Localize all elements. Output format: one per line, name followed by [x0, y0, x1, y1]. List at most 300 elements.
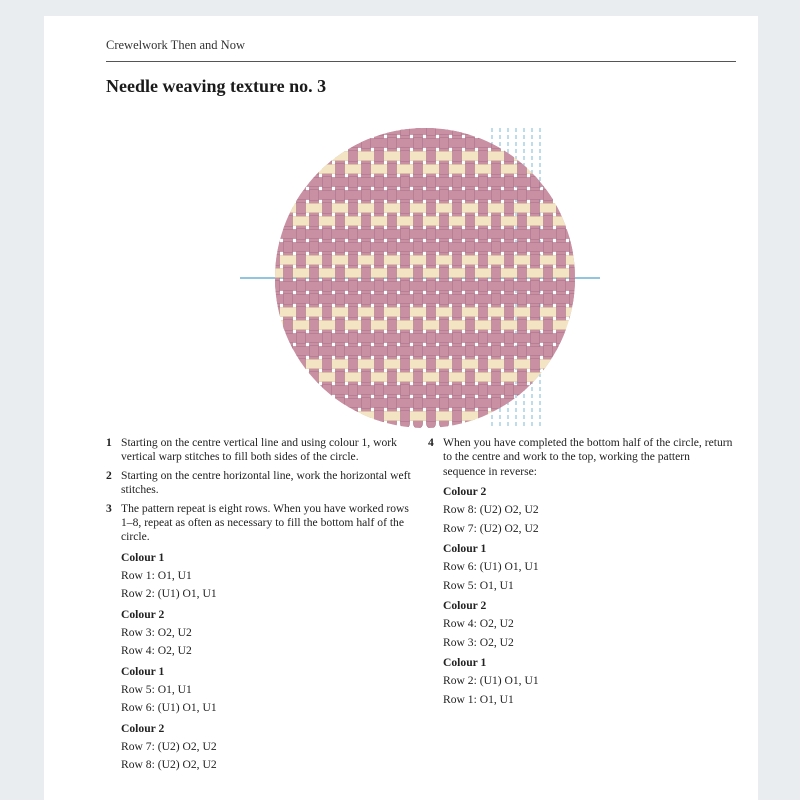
pattern-row: Row 8: (U2) O2, U2 [121, 758, 217, 772]
warp-over [388, 320, 397, 331]
warp-over [518, 138, 527, 149]
warp-over [544, 242, 553, 253]
warp-over [271, 229, 280, 240]
warp-over [375, 203, 384, 214]
warp-over [492, 294, 501, 305]
warp-over [518, 268, 527, 279]
warp-over [310, 268, 319, 279]
warp-over [388, 164, 397, 175]
warp-over [310, 372, 319, 383]
needle-weaving-circle [240, 128, 610, 428]
instruction-step [106, 469, 411, 498]
weft-stitch [240, 230, 610, 239]
warp-over [388, 346, 397, 357]
warp-over [440, 138, 449, 149]
warp-over [479, 203, 488, 214]
warp-over [349, 359, 358, 370]
warp-over [531, 255, 540, 266]
warp-over [557, 151, 566, 162]
colour-heading: Colour 1 [443, 542, 487, 556]
warp-over [453, 411, 462, 422]
warp-over [557, 307, 566, 318]
warp-over [505, 203, 514, 214]
warp-over [492, 372, 501, 383]
warp-over [336, 216, 345, 227]
warp-over [453, 333, 462, 344]
weft-stitch [240, 217, 610, 226]
warp-over [479, 151, 488, 162]
warp-over [466, 164, 475, 175]
warp-over [349, 203, 358, 214]
warp-over [570, 138, 579, 149]
warp-over [453, 203, 462, 214]
warp-over [531, 307, 540, 318]
weft-stitch [240, 256, 610, 265]
pattern-row: Row 1: O1, U1 [121, 568, 192, 582]
weft-stitch [240, 128, 610, 135]
warp-over [323, 203, 332, 214]
warp-over [557, 177, 566, 188]
warp-over [505, 229, 514, 240]
warp-over [388, 372, 397, 383]
weft-stitch [240, 243, 610, 252]
step-number: 2 [106, 468, 112, 482]
warp-over [531, 229, 540, 240]
warp-over [349, 307, 358, 318]
warp-over [518, 164, 527, 175]
colour-heading: Colour 2 [121, 607, 165, 621]
weft-stitch [240, 165, 610, 174]
warp-over [453, 128, 462, 136]
warp-over [453, 177, 462, 188]
warp-over [570, 190, 579, 201]
warp-over [336, 138, 345, 149]
warp-over [323, 151, 332, 162]
warp-over [492, 346, 501, 357]
warp-over [349, 177, 358, 188]
weft-stitch [240, 295, 610, 304]
warp-over [557, 229, 566, 240]
warp-over [427, 177, 436, 188]
warp-over [440, 216, 449, 227]
weft-stitch [240, 347, 610, 356]
pattern-row: Row 8: (U2) O2, U2 [443, 503, 539, 517]
step-text: When you have completed the bottom half of the circle, return to the centre and work to the top, working the pattern sequence in reverse: [443, 436, 733, 478]
weft-stitch [240, 282, 610, 291]
warp-over [466, 372, 475, 383]
warp-over [362, 294, 371, 305]
pattern-row: Row 1: O1, U1 [443, 692, 514, 706]
warp-over [479, 229, 488, 240]
warp-over [440, 268, 449, 279]
pattern-row: Row 5: O1, U1 [121, 682, 192, 696]
colour-heading: Colour 1 [121, 664, 165, 678]
colour-heading: Colour 2 [443, 485, 487, 499]
warp-over [310, 242, 319, 253]
warp-over [440, 164, 449, 175]
warp-over [427, 255, 436, 266]
warp-over [440, 346, 449, 357]
warp-over [466, 320, 475, 331]
warp-over [479, 385, 488, 396]
warp-over [349, 255, 358, 266]
weft-stitch [240, 386, 610, 395]
warp-over [284, 242, 293, 253]
warp-over [297, 203, 306, 214]
warp-over [531, 203, 540, 214]
warp-over [323, 281, 332, 292]
warp-over [492, 320, 501, 331]
warp-over [453, 229, 462, 240]
warp-over [557, 333, 566, 344]
warp-over [323, 229, 332, 240]
warp-over [297, 281, 306, 292]
warp-over [427, 229, 436, 240]
warp-over [388, 242, 397, 253]
step-number: 4 [428, 436, 434, 449]
instructions-right-column [428, 436, 733, 709]
warp-over [401, 177, 410, 188]
warp-over [505, 359, 514, 370]
warp-over [557, 255, 566, 266]
warp-over [271, 128, 280, 136]
step-text: The pattern repeat is eight rows. When you have worked rows 1–8, repeat as often as necessary to fill the bottom half of the circle. [121, 501, 409, 544]
step-text: Starting on the centre horizontal line, work the horizontal weft stitches. [121, 468, 411, 497]
warp-over [505, 128, 514, 136]
pattern-row: Row 2: (U1) O1, U1 [121, 587, 217, 601]
warp-stitch [557, 128, 566, 428]
warp-over [388, 398, 397, 409]
warp-over [505, 385, 514, 396]
warp-over [375, 411, 384, 422]
warp-over [310, 320, 319, 331]
warp-over [323, 255, 332, 266]
warp-over [375, 385, 384, 396]
warp-over [362, 190, 371, 201]
instructions-left-column [106, 436, 411, 775]
warp-over [544, 268, 553, 279]
pattern-row: Row 4: O2, U2 [443, 617, 514, 631]
pattern-row: Row 7: (U2) O2, U2 [121, 739, 217, 753]
warp-over [453, 151, 462, 162]
warp-over [271, 281, 280, 292]
warp-over [479, 307, 488, 318]
instruction-step [428, 436, 733, 479]
warp-over [414, 268, 423, 279]
warp-over [427, 307, 436, 318]
warp-over [271, 307, 280, 318]
warp-over [414, 346, 423, 357]
warp-over [518, 398, 527, 409]
warp-over [401, 203, 410, 214]
warp-over [375, 255, 384, 266]
warp-over [271, 333, 280, 344]
warp-over [557, 128, 566, 136]
warp-over [336, 190, 345, 201]
warp-over [570, 268, 579, 279]
warp-over [492, 190, 501, 201]
warp-over [414, 372, 423, 383]
warp-over [570, 398, 579, 409]
warp-over [427, 385, 436, 396]
warp-over [466, 398, 475, 409]
warp-over [427, 411, 436, 422]
colour-heading: Colour 1 [121, 550, 165, 564]
warp-over [414, 242, 423, 253]
warp-over [284, 190, 293, 201]
warp-over [349, 151, 358, 162]
warp-over [466, 138, 475, 149]
warp-over [440, 242, 449, 253]
warp-over [427, 359, 436, 370]
warp-over [401, 229, 410, 240]
warp-over [336, 294, 345, 305]
warp-over [492, 242, 501, 253]
warp-over [479, 281, 488, 292]
warp-over [505, 411, 514, 422]
warp-over [310, 138, 319, 149]
warp-over [375, 281, 384, 292]
page-title: Needle weaving texture no. 3 [106, 76, 327, 96]
warp-over [414, 294, 423, 305]
warp-over [271, 255, 280, 266]
warp-over [544, 190, 553, 201]
warp-over [297, 307, 306, 318]
warp-over [466, 216, 475, 227]
warp-over [544, 320, 553, 331]
warp-over [362, 346, 371, 357]
step-number: 3 [106, 501, 112, 515]
warp-over [427, 333, 436, 344]
running-head: Crewelwork Then and Now [106, 38, 245, 52]
warp-over [310, 190, 319, 201]
warp-over [297, 151, 306, 162]
warp-over [518, 190, 527, 201]
warp-over [297, 385, 306, 396]
weft-stitch [240, 204, 610, 213]
warp-over [570, 320, 579, 331]
warp-over [401, 359, 410, 370]
warp-stitch [297, 128, 306, 428]
warp-over [336, 320, 345, 331]
warp-over [310, 398, 319, 409]
warp-over [336, 346, 345, 357]
warp-over [271, 203, 280, 214]
warp-over [297, 229, 306, 240]
warp-over [375, 307, 384, 318]
warp-over [271, 177, 280, 188]
warp-over [427, 128, 436, 136]
warp-over [544, 164, 553, 175]
warp-over [284, 164, 293, 175]
warp-over [479, 255, 488, 266]
warp-over [505, 177, 514, 188]
pattern-row: Row 3: O2, U2 [443, 635, 514, 649]
weft-stitch [240, 308, 610, 317]
warp-over [375, 151, 384, 162]
warp-over [323, 177, 332, 188]
warp-over [388, 190, 397, 201]
warp-over [570, 372, 579, 383]
warp-over [518, 242, 527, 253]
warp-over [362, 320, 371, 331]
warp-over [362, 268, 371, 279]
warp-over [271, 151, 280, 162]
warp-over [440, 190, 449, 201]
warp-over [323, 411, 332, 422]
warp-over [401, 255, 410, 266]
warp-over [544, 398, 553, 409]
warp-over [349, 281, 358, 292]
warp-over [349, 411, 358, 422]
warp-over [349, 333, 358, 344]
warp-over [518, 294, 527, 305]
warp-over [297, 333, 306, 344]
warp-over [466, 268, 475, 279]
warp-over [557, 281, 566, 292]
warp-over [544, 294, 553, 305]
warp-over [323, 385, 332, 396]
warp-over [479, 177, 488, 188]
weft-stitch [240, 191, 610, 200]
warp-over [518, 372, 527, 383]
pattern-row: Row 7: (U2) O2, U2 [443, 521, 539, 535]
warp-over [284, 372, 293, 383]
header-rule [106, 61, 736, 62]
warp-over [323, 128, 332, 136]
warp-over [570, 294, 579, 305]
warp-over [557, 411, 566, 422]
warp-over [336, 372, 345, 383]
warp-over [570, 164, 579, 175]
warp-over [492, 398, 501, 409]
colour-heading: Colour 2 [121, 721, 165, 735]
left-steps [106, 436, 411, 545]
warp-over [479, 333, 488, 344]
warp-over [401, 281, 410, 292]
warp-over [336, 398, 345, 409]
weft-stitch [240, 152, 610, 161]
warp-over [284, 216, 293, 227]
warp-over [271, 411, 280, 422]
weft-stitch [240, 373, 610, 382]
warp-over [492, 268, 501, 279]
pattern-row: Row 6: (U1) O1, U1 [121, 701, 217, 715]
warp-over [375, 359, 384, 370]
warp-over [362, 216, 371, 227]
warp-over [466, 190, 475, 201]
warp-over [401, 385, 410, 396]
weft-stitch [240, 360, 610, 369]
warp-over [479, 359, 488, 370]
warp-over [401, 128, 410, 136]
warp-over [453, 307, 462, 318]
warp-over [323, 333, 332, 344]
weaving-figure [240, 128, 610, 428]
warp-over [427, 151, 436, 162]
weft-stitch [240, 399, 610, 408]
warp-over [505, 307, 514, 318]
warp-over [518, 320, 527, 331]
warp-over [440, 294, 449, 305]
warp-over [401, 411, 410, 422]
colour-heading: Colour 2 [443, 599, 487, 613]
right-pattern [428, 483, 733, 709]
warp-over [544, 138, 553, 149]
warp-over [310, 164, 319, 175]
warp-over [362, 372, 371, 383]
instruction-step [106, 436, 411, 465]
warp-over [531, 333, 540, 344]
warp-over [466, 346, 475, 357]
pattern-row: Row 4: O2, U2 [121, 644, 192, 658]
warp-over [544, 372, 553, 383]
warp-over [349, 128, 358, 136]
warp-over [336, 242, 345, 253]
warp-over [388, 268, 397, 279]
warp-over [349, 385, 358, 396]
warp-over [531, 281, 540, 292]
warp-over [297, 128, 306, 136]
warp-over [414, 398, 423, 409]
warp-over [440, 372, 449, 383]
warp-over [271, 359, 280, 370]
warp-over [453, 255, 462, 266]
warp-over [505, 281, 514, 292]
warp-over [297, 177, 306, 188]
warp-over [310, 346, 319, 357]
weft-stitch [240, 321, 610, 330]
warp-over [297, 255, 306, 266]
warp-over [297, 359, 306, 370]
warp-over [440, 320, 449, 331]
warp-over [336, 268, 345, 279]
warp-over [323, 359, 332, 370]
warp-over [557, 385, 566, 396]
warp-over [362, 164, 371, 175]
book-page [44, 16, 758, 800]
warp-over [453, 281, 462, 292]
warp-over [544, 346, 553, 357]
warp-over [284, 294, 293, 305]
left-pattern [106, 549, 411, 775]
warp-over [414, 190, 423, 201]
warp-over [375, 229, 384, 240]
warp-over [284, 320, 293, 331]
warp-over [479, 411, 488, 422]
warp-over [557, 359, 566, 370]
warp-over [375, 333, 384, 344]
warp-over [518, 346, 527, 357]
pattern-row: Row 5: O1, U1 [443, 578, 514, 592]
warp-over [310, 294, 319, 305]
weft-stitch [240, 334, 610, 343]
step-text: Starting on the centre vertical line and using colour 1, work vertical warp stitches to fill both sides of the circle. [121, 436, 397, 464]
weft-stitch [240, 269, 610, 278]
colour-heading: Colour 1 [443, 656, 487, 670]
warp-over [492, 138, 501, 149]
warp-over [479, 128, 488, 136]
weft-stitch [240, 139, 610, 148]
warp-over [531, 177, 540, 188]
warp-over [401, 151, 410, 162]
warp-over [401, 307, 410, 318]
warp-over [336, 164, 345, 175]
warp-over [492, 164, 501, 175]
warp-over [427, 203, 436, 214]
warp-over [388, 216, 397, 227]
warp-over [284, 398, 293, 409]
